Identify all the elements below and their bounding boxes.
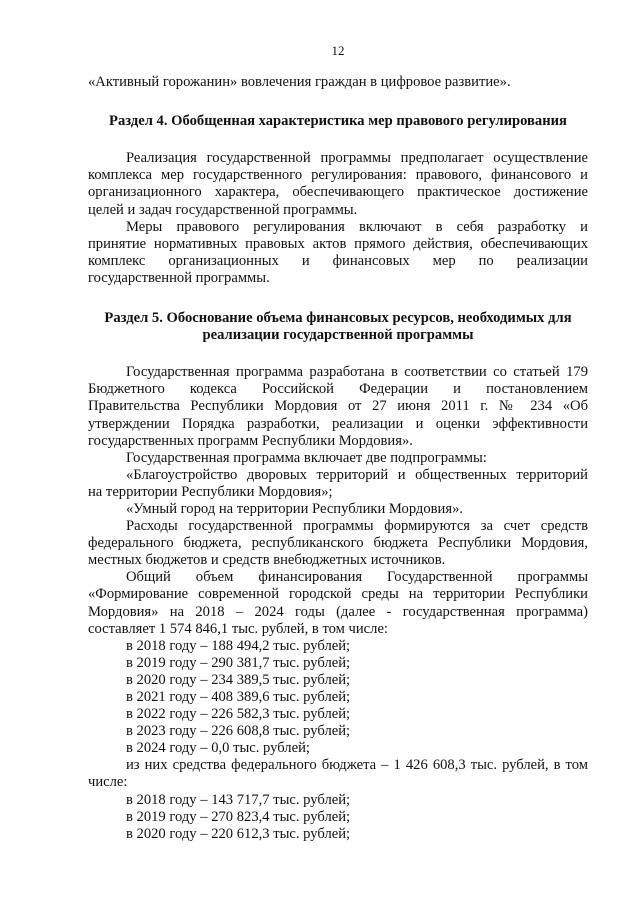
heading-line: Раздел 5. Обоснование объема финансовых ресурсов, необходимых для: [104, 310, 572, 327]
list-item: в 2019 году – 290 381,7 тыс. рублей;: [126, 654, 351, 671]
list-item: в 2023 году – 226 608,8 тыс. рублей;: [126, 723, 351, 740]
text-line: федерального бюджета, республиканского бюджета Республики Мордовия,: [88, 535, 588, 552]
text-line: на территории Республики Мордовия»;: [88, 483, 333, 500]
intro-line: «Активный горожанин» вовлечения граждан в цифровое развитие».: [88, 74, 511, 91]
text-line: принятие нормативных правовых актов прямого действия, обеспечивающих: [88, 235, 588, 252]
text-line: комплекс организационных и финансовых мер по реализации: [88, 252, 588, 269]
text-line: «Формирование современной городской среды на территории Республики: [88, 586, 588, 603]
section-5-paragraph-2: Государственная программа включает две подпрограммы:: [126, 449, 487, 466]
list-item: в 2024 году – 0,0 тыс. рублей;: [126, 740, 310, 757]
section-4-heading: Раздел 4. Обобщенная характеристика мер правового регулирования: [109, 113, 567, 130]
text-line: Правительства Республики Мордовия от 27 июня 2011 г. № 234 «Об: [88, 398, 588, 415]
text-line: Меры правового регулирования включают в себя разработку и: [126, 218, 588, 235]
page-number: 12: [331, 43, 345, 58]
text-line: числе:: [88, 774, 128, 791]
text-line: утверждении Порядка разработки, реализации и оценки эффективности: [88, 415, 588, 432]
text-line: Бюджетного кодекса Российской Федерации и постановлением: [88, 381, 588, 398]
list-item: в 2020 году – 234 389,5 тыс. рублей;: [126, 671, 351, 688]
list-item: в 2018 году – 188 494,2 тыс. рублей;: [126, 637, 351, 654]
section-5-heading: [88, 310, 588, 344]
section-4-paragraph-1: [88, 150, 588, 218]
section-5-paragraph-3: [88, 518, 588, 569]
text-line: местных бюджетов и средств внебюджетных источников.: [88, 552, 446, 569]
section-5-paragraph-4: [88, 569, 588, 637]
text-line: государственной программы.: [88, 269, 270, 286]
list-item: в 2019 году – 270 823,4 тыс. рублей;: [126, 808, 351, 825]
text-line: организационного характера, обеспечивающего практическое достижение: [88, 184, 588, 201]
subprogram-1: [88, 467, 588, 501]
text-line: Реализация государственной программы предполагает осуществление: [126, 150, 588, 167]
text-line: составляет 1 574 846,1 тыс. рублей, в том числе:: [88, 620, 388, 637]
text-line: Расходы государственной программы формируются за счет средств: [126, 518, 588, 535]
section-4-paragraph-2: [88, 219, 588, 287]
heading-line: реализации государственной программы: [202, 327, 474, 344]
text-line: Общий объем финансирования Государственной программы: [126, 569, 588, 586]
federal-budget-paragraph: [88, 757, 588, 791]
list-item: в 2021 году – 408 389,6 тыс. рублей;: [126, 689, 351, 705]
federal-funding-by-year: [88, 792, 588, 843]
subprogram-2: «Умный город на территории Республики Мордовия».: [126, 500, 464, 517]
text-line: комплекса мер государственного регулирования: правового, финансового и: [88, 167, 588, 184]
text-line: государственных программ Республики Мордовия».: [88, 432, 413, 449]
list-item: в 2018 году – 143 717,7 тыс. рублей;: [126, 791, 351, 808]
list-item: в 2022 году – 226 582,3 тыс. рублей;: [126, 706, 351, 723]
text-line: целей и задач государственной программы.: [88, 201, 358, 218]
total-funding-by-year: [88, 638, 588, 758]
text-line: из них средства федерального бюджета – 1 426 608,3 тыс. рублей, в том: [126, 757, 588, 774]
text-line: Мордовия» на 2018 – 2024 годы (далее - государственная программа): [88, 603, 588, 620]
text-line: «Благоустройство дворовых территорий и общественных территорий: [126, 466, 588, 483]
section-5-paragraph-1: [88, 364, 588, 449]
text-line: Государственная программа разработана в соответствии со статьей 179: [126, 364, 588, 381]
list-item: в 2020 году – 220 612,3 тыс. рублей;: [126, 825, 351, 842]
